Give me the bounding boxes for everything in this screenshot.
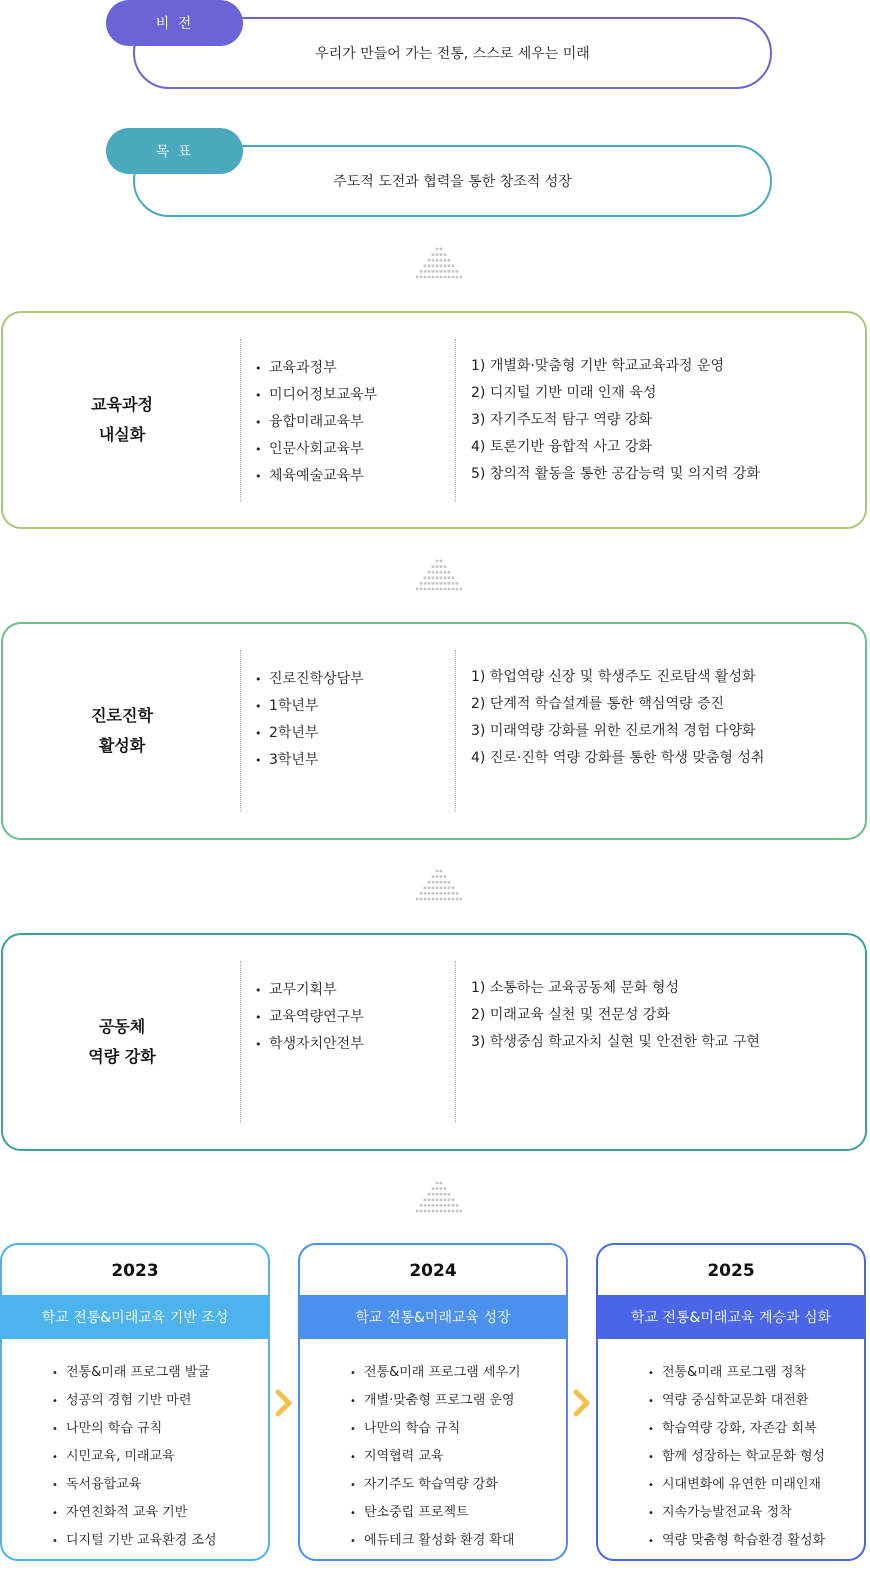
list-item: • 시대변화에 유연한 미래인재 [648, 1471, 825, 1499]
divider [455, 339, 456, 501]
list-item: • 전통&미래 프로그램 발굴 [52, 1359, 217, 1387]
list-item: 5) 창의적 활동을 통한 공감능력 및 의지력 강화 [471, 466, 760, 482]
divider [455, 961, 456, 1123]
goal-list [471, 664, 764, 772]
dotted-up-arrow-icon [416, 246, 462, 280]
list-item: • 지역협력 교육 [350, 1443, 521, 1471]
list-item: • 융합미래교육부 [255, 409, 377, 436]
divider [455, 650, 456, 812]
list-item: 2) 미래교육 실천 및 전문성 강화 [471, 1007, 670, 1023]
year-item-list [350, 1359, 521, 1555]
list-item: 1) 소통하는 교육공동체 문화 형성 [471, 980, 679, 996]
list-item: • 성공의 경험 기반 마련 [52, 1387, 217, 1415]
chevron-right-icon [570, 1388, 594, 1418]
list-item: • 3학년부 [255, 747, 364, 774]
list-item: • 역량 맞춤형 학습환경 활성화 [648, 1527, 825, 1555]
list-item: • 역량 중심학교문화 대전환 [648, 1387, 825, 1415]
strategy-box-career [1, 622, 867, 840]
strategy-title: 공동체 역량 강화 [88, 1017, 156, 1066]
list-item: 1) 개별화·맞춤형 기반 학교교육과정 운영 [471, 358, 725, 374]
list-item: • 독서융합교육 [52, 1471, 217, 1499]
goal-list [471, 353, 760, 488]
year-card-2025 [596, 1243, 866, 1561]
list-item: 2) 단계적 학습설계를 통한 핵심역량 증진 [471, 696, 725, 712]
list-item: • 전통&미래 프로그램 세우기 [350, 1359, 521, 1387]
strategy-title: 진로진학 활성화 [91, 706, 153, 755]
list-item: • 학습역량 강화, 자존감 회복 [648, 1415, 825, 1443]
year-label: 2024 [409, 1261, 457, 1281]
year-label: 2025 [707, 1261, 755, 1281]
list-item: • 디지털 기반 교육환경 조성 [52, 1527, 217, 1555]
dotted-up-arrow-icon [416, 1180, 462, 1214]
list-item: • 자연친화적 교육 기반 [52, 1499, 217, 1527]
vision-text: 우리가 만들어 가는 전통, 스스로 세우는 미래 [315, 46, 590, 62]
list-item: 2) 디지털 기반 미래 인재 육성 [471, 385, 657, 401]
goal-list [471, 975, 760, 1056]
vision-row [106, 0, 772, 90]
vision-label-pill: 비 전 [106, 0, 243, 46]
list-item: • 2학년부 [255, 720, 364, 747]
list-item: • 함께 성장하는 학교문화 형성 [648, 1443, 825, 1471]
dotted-up-arrow-icon [416, 558, 462, 592]
list-item: • 진로진학상담부 [255, 666, 364, 693]
list-item: • 에듀테크 활성화 환경 확대 [350, 1527, 521, 1555]
year-item-list [648, 1359, 825, 1555]
year-banner: 학교 전통&미래교육 기반 조성 [2, 1295, 268, 1339]
list-item: • 인문사회교육부 [255, 436, 377, 463]
list-item: • 체육예술교육부 [255, 463, 377, 490]
year-card-2023 [0, 1243, 270, 1561]
list-item: • 학생자치안전부 [255, 1031, 364, 1058]
divider [240, 339, 241, 501]
list-item: • 미디어정보교육부 [255, 382, 377, 409]
list-item: 3) 학생중심 학교자치 실현 및 안전한 학교 구현 [471, 1034, 760, 1050]
list-item: 3) 자기주도적 탐구 역량 강화 [471, 412, 652, 428]
divider [240, 961, 241, 1123]
list-item: • 자기주도 학습역량 강화 [350, 1471, 521, 1499]
list-item: • 교육역량연구부 [255, 1004, 364, 1031]
year-banner: 학교 전통&미래교육 성장 [300, 1295, 566, 1339]
department-list [255, 977, 364, 1058]
list-item: • 시민교육, 미래교육 [52, 1443, 217, 1471]
year-banner: 학교 전통&미래교육 계승과 심화 [598, 1295, 864, 1339]
list-item: 1) 학업역량 신장 및 학생주도 진로탐색 활성화 [471, 669, 756, 685]
list-item: • 지속가능발전교육 정착 [648, 1499, 825, 1527]
department-list [255, 666, 364, 774]
list-item: • 전통&미래 프로그램 정착 [648, 1359, 825, 1387]
list-item: • 나만의 학습 규칙 [52, 1415, 217, 1443]
list-item: 4) 진로·진학 역량 강화를 통한 학생 맞춤형 성취 [471, 750, 765, 766]
divider [240, 650, 241, 812]
list-item: • 교육과정부 [255, 355, 377, 382]
strategy-box-curriculum [1, 311, 867, 529]
list-item: 3) 미래역량 강화를 위한 진로개척 경험 다양화 [471, 723, 756, 739]
department-list [255, 355, 377, 490]
year-card-2024 [298, 1243, 568, 1561]
list-item: 4) 토론기반 융합적 사고 강화 [471, 439, 652, 455]
year-label: 2023 [111, 1261, 159, 1281]
goal-row [106, 128, 772, 218]
strategy-title: 교육과정 내실화 [91, 395, 153, 444]
list-item: • 탄소중립 프로젝트 [350, 1499, 521, 1527]
dotted-up-arrow-icon [416, 868, 462, 902]
list-item: • 교무기획부 [255, 977, 364, 1004]
chevron-right-icon [272, 1388, 296, 1418]
list-item: • 나만의 학습 규칙 [350, 1415, 521, 1443]
strategy-box-community [1, 933, 867, 1151]
list-item: • 1학년부 [255, 693, 364, 720]
year-item-list [52, 1359, 217, 1555]
goal-text: 주도적 도전과 협력을 통한 창조적 성장 [333, 174, 572, 190]
list-item: • 개별·맞춤형 프로그램 운영 [350, 1387, 521, 1415]
goal-label-pill: 목 표 [106, 128, 243, 174]
